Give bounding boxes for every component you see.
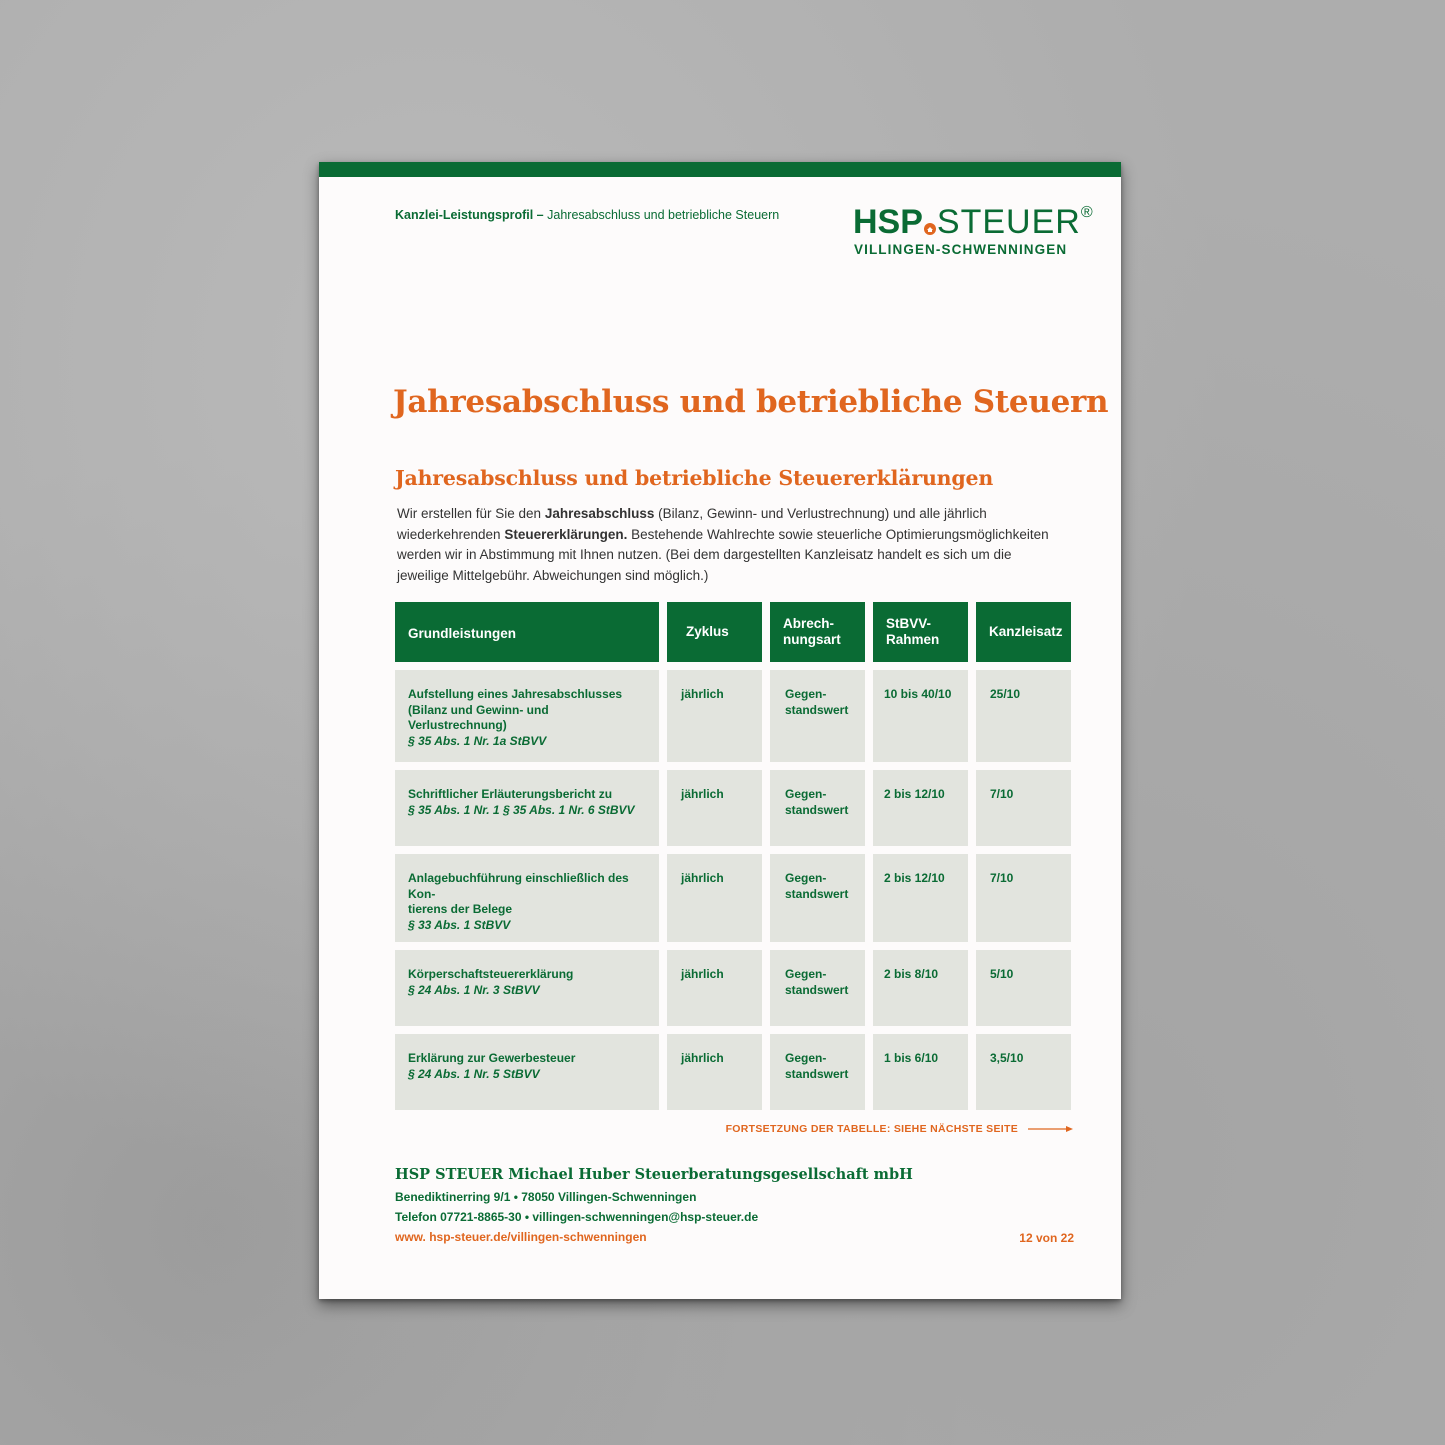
table-cell-text: 3,5/10 xyxy=(990,1051,1024,1065)
table-cell-text: 1 bis 6/10 xyxy=(884,1051,939,1065)
table-cell-billing xyxy=(770,1034,865,1110)
intro-text-3: Bestehende Wahlrechte sowie steuerliche Optimierungsmöglichkeiten werden wir in Abstimmung mit Ihnen nutzen. (Bei dem dargestellten Kanzleisatz handelt es sich um die jeweilige Mittelgebühr. Abweichungen sind möglich.) xyxy=(397,526,1049,583)
logo-wordmark xyxy=(853,202,1093,242)
table-cell-rate xyxy=(976,770,1071,846)
table-cell-service xyxy=(395,854,659,942)
table-cell-text: Erklärung zur Gewerbesteuer xyxy=(408,1051,576,1065)
table-cell-text: 7/10 xyxy=(990,871,1014,885)
table-cell-legal-reference: § 35 Abs. 1 Nr. 1a StBVV xyxy=(408,733,547,748)
table-header-rate xyxy=(976,602,1071,662)
table-header-service xyxy=(395,602,659,662)
table-cell-billing xyxy=(770,854,865,942)
table-cell-text: Körperschaftsteuererklärung xyxy=(408,967,574,981)
document-page xyxy=(319,162,1121,1299)
footer-contact: Telefon 07721-8865-30 • villingen-schwenningen@hsp-steuer.de xyxy=(395,1210,759,1224)
table-header-cycle xyxy=(667,602,762,662)
table-cell-text: Anlagebuchführung einschließlich des Kon- tierens der Belege xyxy=(408,871,629,916)
footer-company-name: HSP STEUER Michael Huber Steuerberatungsgesellschaft mbH xyxy=(395,1166,913,1183)
table-header-label: Zyklus xyxy=(686,624,729,639)
table-cell-text: 2 bis 12/10 xyxy=(884,871,945,885)
page-number: 12 von 22 xyxy=(1019,1231,1074,1245)
continuation-text: FORTSETZUNG DER TABELLE: SIEHE NÄCHSTE SEITE xyxy=(725,1123,1018,1135)
table-cell-cycle xyxy=(667,854,762,942)
table-cell-legal-reference: § 33 Abs. 1 StBVV xyxy=(408,917,511,932)
table-header-label: Kanzleisatz xyxy=(989,624,1063,639)
table-cell-legal-reference: § 24 Abs. 1 Nr. 3 StBVV xyxy=(408,982,540,997)
table-cell-text: 2 bis 8/10 xyxy=(884,967,939,981)
arrow-right-icon xyxy=(1028,1125,1074,1133)
top-color-bar xyxy=(319,162,1121,177)
table-cell-text: Aufstellung eines Jahresabschlusses (Bilanz und Gewinn- und Verlustrechnung) xyxy=(408,687,623,732)
table-cell-cycle xyxy=(667,1034,762,1110)
table-cell-text: jährlich xyxy=(681,787,724,801)
section-title: Jahresabschluss und betriebliche Steuererklärungen xyxy=(395,466,994,490)
table-cell-text: Gegen- standswert xyxy=(785,687,849,717)
intro-text-1: Wir erstellen für Sie den xyxy=(397,506,545,521)
table-cell-service xyxy=(395,1034,659,1110)
header-profile-label: Kanzlei-Leistungsprofil – xyxy=(395,208,544,222)
table-cell-text: 10 bis 40/10 xyxy=(884,687,952,701)
footer-website-link[interactable]: www. hsp-steuer.de/villingen-schwenningen xyxy=(395,1230,647,1244)
table-cell-text: 25/10 xyxy=(990,687,1021,701)
company-logo xyxy=(853,202,1093,262)
table-cell-rate xyxy=(976,670,1071,762)
table-cell-billing xyxy=(770,770,865,846)
table-cell-service xyxy=(395,950,659,1026)
table-cell-text: jährlich xyxy=(681,871,724,885)
logo-hsp-text: HSP xyxy=(853,203,923,241)
table-cell-text: jährlich xyxy=(681,967,724,981)
table-header-label: Grundleistungen xyxy=(408,626,516,641)
table-cell-range xyxy=(873,950,968,1026)
table-cell-billing xyxy=(770,670,865,762)
table-cell-text: jährlich xyxy=(681,687,724,701)
intro-bold-2: Steuererklärungen. xyxy=(504,526,628,542)
page-title: Jahresabschluss und betriebliche Steuern xyxy=(393,384,1109,420)
table-cell-cycle xyxy=(667,670,762,762)
logo-subtitle: VILLINGEN-SCHWENNINGEN xyxy=(854,242,1068,257)
table-cell-legal-reference: § 35 Abs. 1 Nr. 1 § 35 Abs. 1 Nr. 6 StBVV xyxy=(408,802,635,817)
table-cell-text: Gegen- standswert xyxy=(785,787,849,817)
table-header-label: Abrech- nungsart xyxy=(783,616,841,647)
table-cell-range xyxy=(873,770,968,846)
table-cell-cycle xyxy=(667,770,762,846)
table-cell-service xyxy=(395,670,659,762)
logo-registered-mark: ® xyxy=(1080,204,1093,221)
logo-steuer-text: STEUER xyxy=(936,203,1081,241)
table-cell-range xyxy=(873,854,968,942)
continuation-note xyxy=(726,1123,1074,1135)
intro-bold-1: Jahresabschluss xyxy=(544,506,655,521)
table-cell-text: Gegen- standswert xyxy=(785,967,849,997)
table-cell-cycle xyxy=(667,950,762,1026)
header-profile-topic: Jahresabschluss und betriebliche Steuern xyxy=(547,208,780,222)
table-cell-legal-reference: § 24 Abs. 1 Nr. 5 StBVV xyxy=(408,1066,540,1081)
table-cell-text: Gegen- standswert xyxy=(785,1051,849,1081)
table-cell-text: Schriftlicher Erläuterungsbericht zu xyxy=(408,787,613,801)
footer-address: Benediktinerring 9/1 • 78050 Villingen-Schwenningen xyxy=(395,1190,697,1204)
table-header-label: StBVV- Rahmen xyxy=(886,616,940,647)
table-cell-text: 5/10 xyxy=(990,967,1014,981)
table-cell-text: 2 bis 12/10 xyxy=(884,787,945,801)
table-cell-text: Gegen- standswert xyxy=(785,871,849,901)
table-cell-rate xyxy=(976,854,1071,942)
table-cell-range xyxy=(873,1034,968,1110)
table-header-billing xyxy=(770,602,865,662)
table-cell-rate xyxy=(976,950,1071,1026)
table-cell-text: 7/10 xyxy=(990,787,1014,801)
header-breadcrumb xyxy=(395,208,779,222)
table-cell-rate xyxy=(976,1034,1071,1110)
table-cell-service xyxy=(395,770,659,846)
intro-text-2: (Bilanz, Gewinn- und Verlustrechnung) und alle jährlich wiederkehrenden xyxy=(397,506,987,542)
table-header-range xyxy=(873,602,968,662)
table-cell-text: jährlich xyxy=(681,1051,724,1065)
table-cell-range xyxy=(873,670,968,762)
intro-paragraph xyxy=(397,504,1067,586)
table-cell-billing xyxy=(770,950,865,1026)
house-icon xyxy=(924,223,936,235)
